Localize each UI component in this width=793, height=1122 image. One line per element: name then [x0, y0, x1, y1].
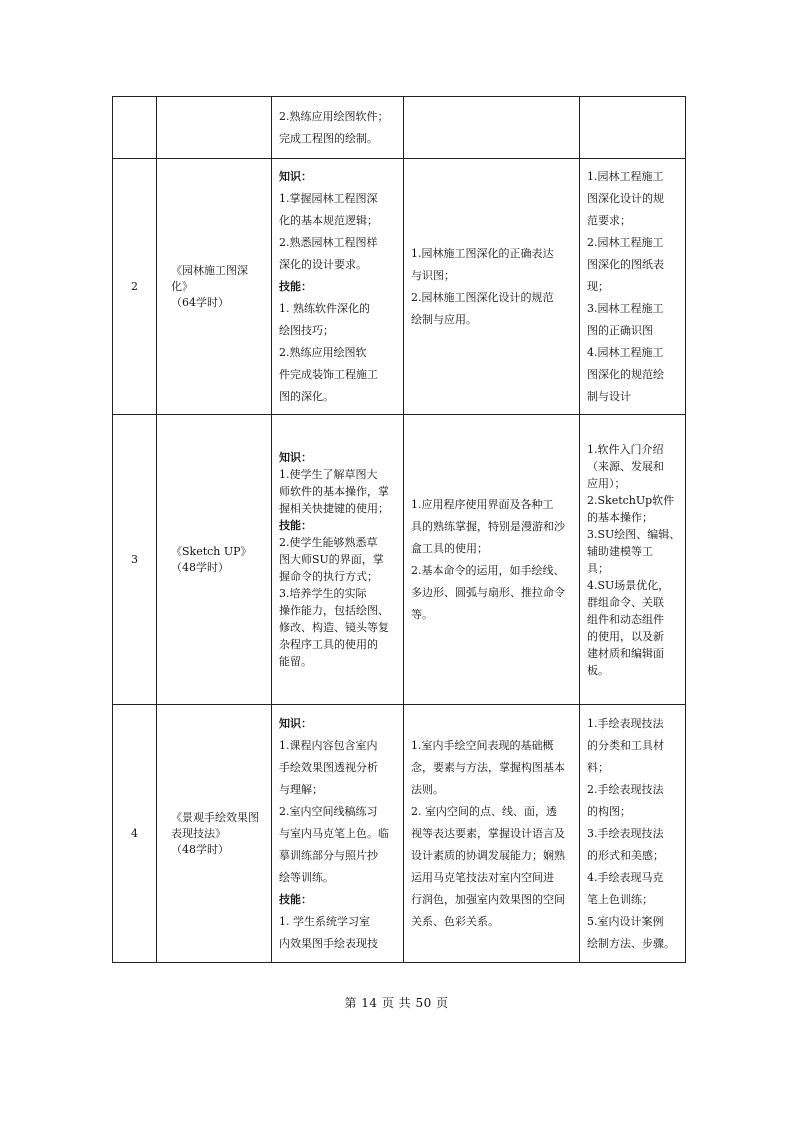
knowledge-line: 3.培养学生的实际: [279, 587, 367, 600]
knowledge-line: 杂程序工具的使用的: [279, 638, 378, 651]
knowledge-line: 内效果图手绘表现技: [279, 936, 378, 950]
goal-line: 与识图；: [411, 268, 455, 282]
table-row: [113, 415, 686, 705]
knowledge-line: 图的深化。: [279, 389, 334, 403]
knowledge-line: 深化的设计要求。: [279, 257, 367, 271]
course-name-line: 表现技法》: [171, 826, 226, 840]
content-line: 具；: [587, 561, 609, 575]
knowledge-line: 1.课程内容包含室内: [279, 738, 378, 752]
content-line: 辅助建模等工: [587, 544, 653, 558]
goal-cell: [404, 705, 580, 963]
content-line: 的构图；: [587, 804, 631, 818]
content-line: 的分类和工具材: [587, 738, 664, 752]
content-line: 笔上色训练；: [587, 892, 653, 906]
content-cell: [580, 705, 686, 963]
knowledge-cell: [272, 705, 404, 963]
knowledge-line: 与理解；: [279, 782, 323, 796]
knowledge-line: 2.室内空间线稿练习: [279, 804, 378, 818]
goal-line: 盒工具的使用；: [411, 541, 488, 555]
goal-line: 视等表达要素，掌握设计语言及: [411, 826, 565, 840]
content-line: 群组命令、关联: [587, 595, 664, 609]
goal-line: 具的熟练掌握，特别是漫游和沙: [411, 519, 565, 533]
content-line: 2.园林工程施工: [587, 235, 664, 249]
content-cell: [580, 97, 686, 159]
knowledge-line: 件完成装饰工程施工: [279, 367, 378, 381]
content-line: 绘制方法、步骤。: [587, 936, 675, 950]
knowledge-line: 技能：: [279, 279, 312, 293]
knowledge-cell: [272, 415, 404, 705]
content-line: 的形式和美感；: [587, 848, 664, 862]
course-name-cell: [157, 705, 272, 963]
row-number: 3: [113, 415, 157, 705]
course-name-cell: [157, 415, 272, 705]
knowledge-line: 1. 熟练软件深化的: [279, 301, 370, 315]
knowledge-line: 摹训练部分与照片抄: [279, 848, 378, 862]
knowledge-line: 绘图技巧；: [279, 323, 334, 337]
course-name-line: 《Sketch UP》: [171, 544, 252, 558]
knowledge-line: 技能：: [279, 892, 312, 906]
goal-line: 2. 室内空间的点、线、面，透: [411, 804, 557, 818]
content-line: 5.室内设计案例: [587, 914, 664, 928]
knowledge-line: 绘等训练。: [279, 870, 334, 884]
content-line: 4.园林工程施工: [587, 345, 664, 359]
table-row: [113, 705, 686, 963]
knowledge-line: 完成工程图的绘制。: [279, 131, 378, 145]
content-line: 建材质和编辑面: [587, 646, 664, 660]
knowledge-line: 2.熟练应用绘图软: [279, 345, 367, 359]
content-line: 范要求；: [587, 213, 631, 227]
goal-line: 1.室内手绘空间表现的基础概: [411, 738, 554, 752]
knowledge-line: 操作能力，包括绘图、: [279, 604, 389, 617]
content-cell: [580, 159, 686, 415]
content-line: 4.手绘表现马克: [587, 870, 664, 884]
content-line: 1.园林工程施工: [587, 169, 664, 183]
knowledge-line: 握相关快捷键的使用；: [279, 502, 389, 515]
knowledge-line: 师软件的基本操作，掌: [279, 485, 389, 498]
goal-line: 等。: [411, 607, 433, 621]
goal-line: 1.园林施工图深化的正确表达: [411, 246, 554, 260]
goal-line: 设计素质的协调发展能力；娴熟: [411, 848, 565, 862]
knowledge-line: 技能：: [279, 519, 312, 532]
content-line: 1.软件入门介绍: [587, 442, 664, 456]
goal-cell: [404, 415, 580, 705]
goal-cell: [404, 97, 580, 159]
knowledge-line: 化的基本规范逻辑；: [279, 213, 378, 227]
knowledge-line: 修改、构造、镜头等复: [279, 621, 389, 634]
content-line: 3.园林工程施工: [587, 301, 664, 315]
goal-line: 2.基本命令的运用，如手绘线、: [411, 563, 565, 577]
content-line: 料；: [587, 760, 609, 774]
goal-line: 1.应用程序使用界面及各种工: [411, 497, 554, 511]
knowledge-line: 知识：: [279, 451, 312, 464]
row-number: 4: [113, 705, 157, 963]
knowledge-line: 握命令的执行方式；: [279, 570, 378, 583]
content-line: 图深化的规范绘: [587, 367, 664, 381]
knowledge-line: 知识：: [279, 169, 312, 183]
course-name-line: 化》: [171, 279, 193, 293]
content-line: 应用）；: [587, 476, 626, 490]
knowledge-line: 知识：: [279, 716, 312, 730]
course-name-cell: [157, 159, 272, 415]
knowledge-line: 1.使学生了解草图大: [279, 468, 378, 481]
knowledge-line: 2.使学生能够熟悉草: [279, 536, 378, 549]
course-name-line: 《园林施工图深: [171, 263, 248, 277]
content-line: 图的正确识图: [587, 323, 653, 337]
content-line: 组件和动态组件: [587, 612, 664, 626]
table-row: [113, 159, 686, 415]
content-line: 现；: [587, 279, 609, 293]
course-name-cell: [157, 97, 272, 159]
course-name-line: （64学时）: [171, 295, 229, 309]
row-number: 2: [113, 159, 157, 415]
knowledge-line: 1.掌握园林工程图深: [279, 191, 378, 205]
content-line: 的使用，以及新: [587, 629, 664, 643]
content-line: 3.SU绘图、编辑、: [587, 527, 681, 541]
content-cell: [580, 415, 686, 705]
content-line: 图深化设计的规: [587, 191, 664, 205]
content-line: 3.手绘表现技法: [587, 826, 664, 840]
goal-line: 运用马克笔技法对室内空间进: [411, 870, 554, 884]
goal-line: 念，要素与方法，掌握构图基本: [411, 760, 565, 774]
row-number: [113, 97, 157, 159]
content-line: 制与设计: [587, 389, 631, 403]
knowledge-line: 2.熟悉园林工程图样: [279, 235, 378, 249]
knowledge-line: 手绘效果图透视分析: [279, 760, 378, 774]
goal-line: 2.园林施工图深化设计的规范: [411, 290, 554, 304]
knowledge-line: 2.熟练应用绘图软件；: [279, 109, 389, 123]
content-line: 的基本操作；: [587, 510, 653, 524]
knowledge-cell: [272, 97, 404, 159]
table-row: [113, 97, 686, 159]
knowledge-line: 与室内马克笔上色。临: [279, 826, 389, 840]
content-line: 板。: [587, 663, 609, 677]
course-name-line: （48学时）: [171, 842, 229, 856]
content-line: 图深化的图纸表: [587, 257, 664, 271]
content-line: （来源、发展和: [587, 459, 664, 473]
content-line: 1.手绘表现技法: [587, 716, 664, 730]
course-table: [112, 96, 686, 963]
content-line: 2.手绘表现技法: [587, 782, 664, 796]
knowledge-line: 能留。: [279, 655, 312, 668]
course-name-line: （48学时）: [171, 560, 229, 574]
goal-line: 绘制与应用。: [411, 312, 477, 326]
goal-line: 多边形、圆弧与扇形、推拉命令: [411, 585, 565, 599]
goal-line: 关系、色彩关系。: [411, 914, 499, 928]
content-line: 2.SketchUp软件: [587, 493, 675, 507]
course-name-line: 《景观手绘效果图: [171, 810, 259, 824]
knowledge-line: 图大师SU的界面，掌: [279, 553, 384, 566]
knowledge-cell: [272, 159, 404, 415]
goal-line: 法则。: [411, 782, 444, 796]
knowledge-line: 1. 学生系统学习室: [279, 914, 370, 928]
goal-cell: [404, 159, 580, 415]
goal-line: 行润色，加强室内效果图的空间: [411, 892, 565, 906]
page-footer: 第 14 页 共 50 页: [344, 996, 449, 1010]
content-line: 4.SU场景优化，: [587, 578, 670, 592]
